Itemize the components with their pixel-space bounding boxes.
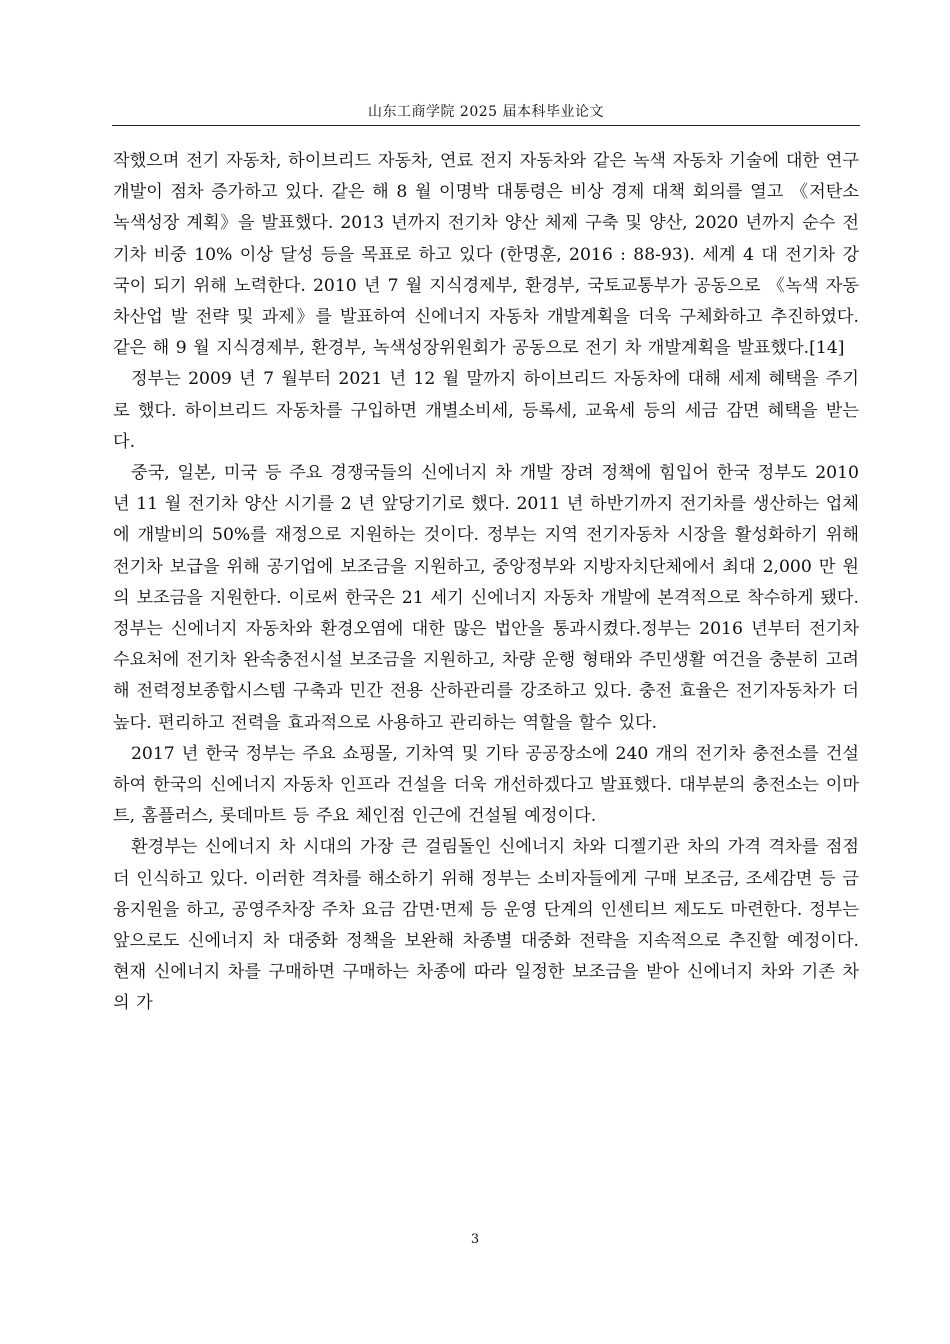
paragraph-2: 정부는 2009 년 7 월부터 2021 년 12 월 말까지 하이브리드 자동차에 대해 세제 혜택을 주기로 했다. 하이브리드 자동차를 구입하면 개별소비세, 등록세, 교육세 등의 세금 감면 혜택을 받는다. (113, 369, 859, 452)
paragraph-5: 환경부는 신에너지 차 시대의 가장 큰 걸림돌인 신에너지 차와 디젤기관 차의 가격 격차를 점점 더 인식하고 있다. 이러한 격차를 해소하기 위해 정부는 소비자들에게 구매 보조금, 조세감면 등 금융지원을 하고, 공영주차장 주차 요금 감면·면제 등 운영 단계의 인센티브 제도도 마련한다. 정부는 앞으로도 신에너지 차 대중화 정책을 보완해 차종별 대중화 전략을 지속적으로 추진할 예정이다. 현재 신에너지 차를 구매하면 구매하는 차종에 따라 일정한 보조금을 받아 신에너지 차와 기존 차의 가 (113, 837, 859, 1014)
paragraph-1: 작했으며 전기 자동차, 하이브리드 자동차, 연료 전지 자동차와 같은 녹색 자동차 기술에 대한 연구 개발이 점차 증가하고 있다. 같은 해 8 월 이명박 대통령은 비상 경제 대책 회의를 열고 《저탄소 녹색성장 계획》을 발표했다. 2013 년까지 전기차 양산 체제 구축 및 양산, 2020 년까지 순수 전기차 비중 10% 이상 달성 등을 목표로 하고 있다 (한명훈, 2016 : 88-93). 세계 4 대 전기차 강국이 되기 위해 노력한다. 2010 년 7 월 지식경제부, 환경부, 국토교통부가 공동으로 《녹색 자동차산업 발 전략 및 과제》를 발표하여 신에너지 자동차 개발계획을 더욱 구체화하고 추진하였다. 같은 해 9 월 지식경제부, 환경부, 녹색성장위원회가 공동으로 전기 차 개발계획을 발표했다.[14] (113, 151, 859, 359)
header-rule (112, 125, 860, 126)
page-number: 3 (470, 1232, 480, 1247)
paragraph-4: 2017 년 한국 정부는 주요 쇼핑몰, 기차역 및 기타 공공장소에 240 개의 전기차 충전소를 건설하여 한국의 신에너지 자동차 인프라 건설을 더욱 개선하겠다고 발표했다. 대부분의 충전소는 이마트, 홈플러스, 롯데마트 등 주요 체인점 인근에 건설될 예정이다. (113, 743, 859, 827)
page-header-title: 山东工商学院 2025 届本科毕业论文 (367, 104, 605, 120)
paragraph-3: 중국, 일본, 미국 등 주요 경쟁국들의 신에너지 차 개발 장려 정책에 힘입어 한국 정부도 2010 년 11 월 전기차 양산 시기를 2 년 앞당기기로 했다. 2011 년 하반기까지 전기차를 생산하는 업체에 개발비의 50%를 재정으로 지원하는 것이다. 정부는 지역 전기자동차 시장을 활성화하기 위해 전기차 보급을 위해 공기업에 보조금을 지원하고, 중앙정부와 지방자치단체에서 최대 2,000 만 원의 보조금을 지원한다. 이로써 한국은 21 세기 신에너지 자동차 개발에 본격적으로 착수하게 됐다. 정부는 신에너지 자동차와 환경오염에 대한 많은 법안을 통과시켰다.정부는 2016 년부터 전기차 수요처에 전기차 완속충전시설 보조금을 지원하고, 차량 운행 형태와 주민생활 여건을 충분히 고려해 전력정보종합시스템 구축과 민간 전용 산하관리를 강조하고 있다. 충전 효율은 전기자동차가 더 높다. 편리하고 전력을 효과적으로 사용하고 관리하는 역할을 할수 있다. (113, 463, 859, 733)
body-text (113, 146, 859, 1020)
